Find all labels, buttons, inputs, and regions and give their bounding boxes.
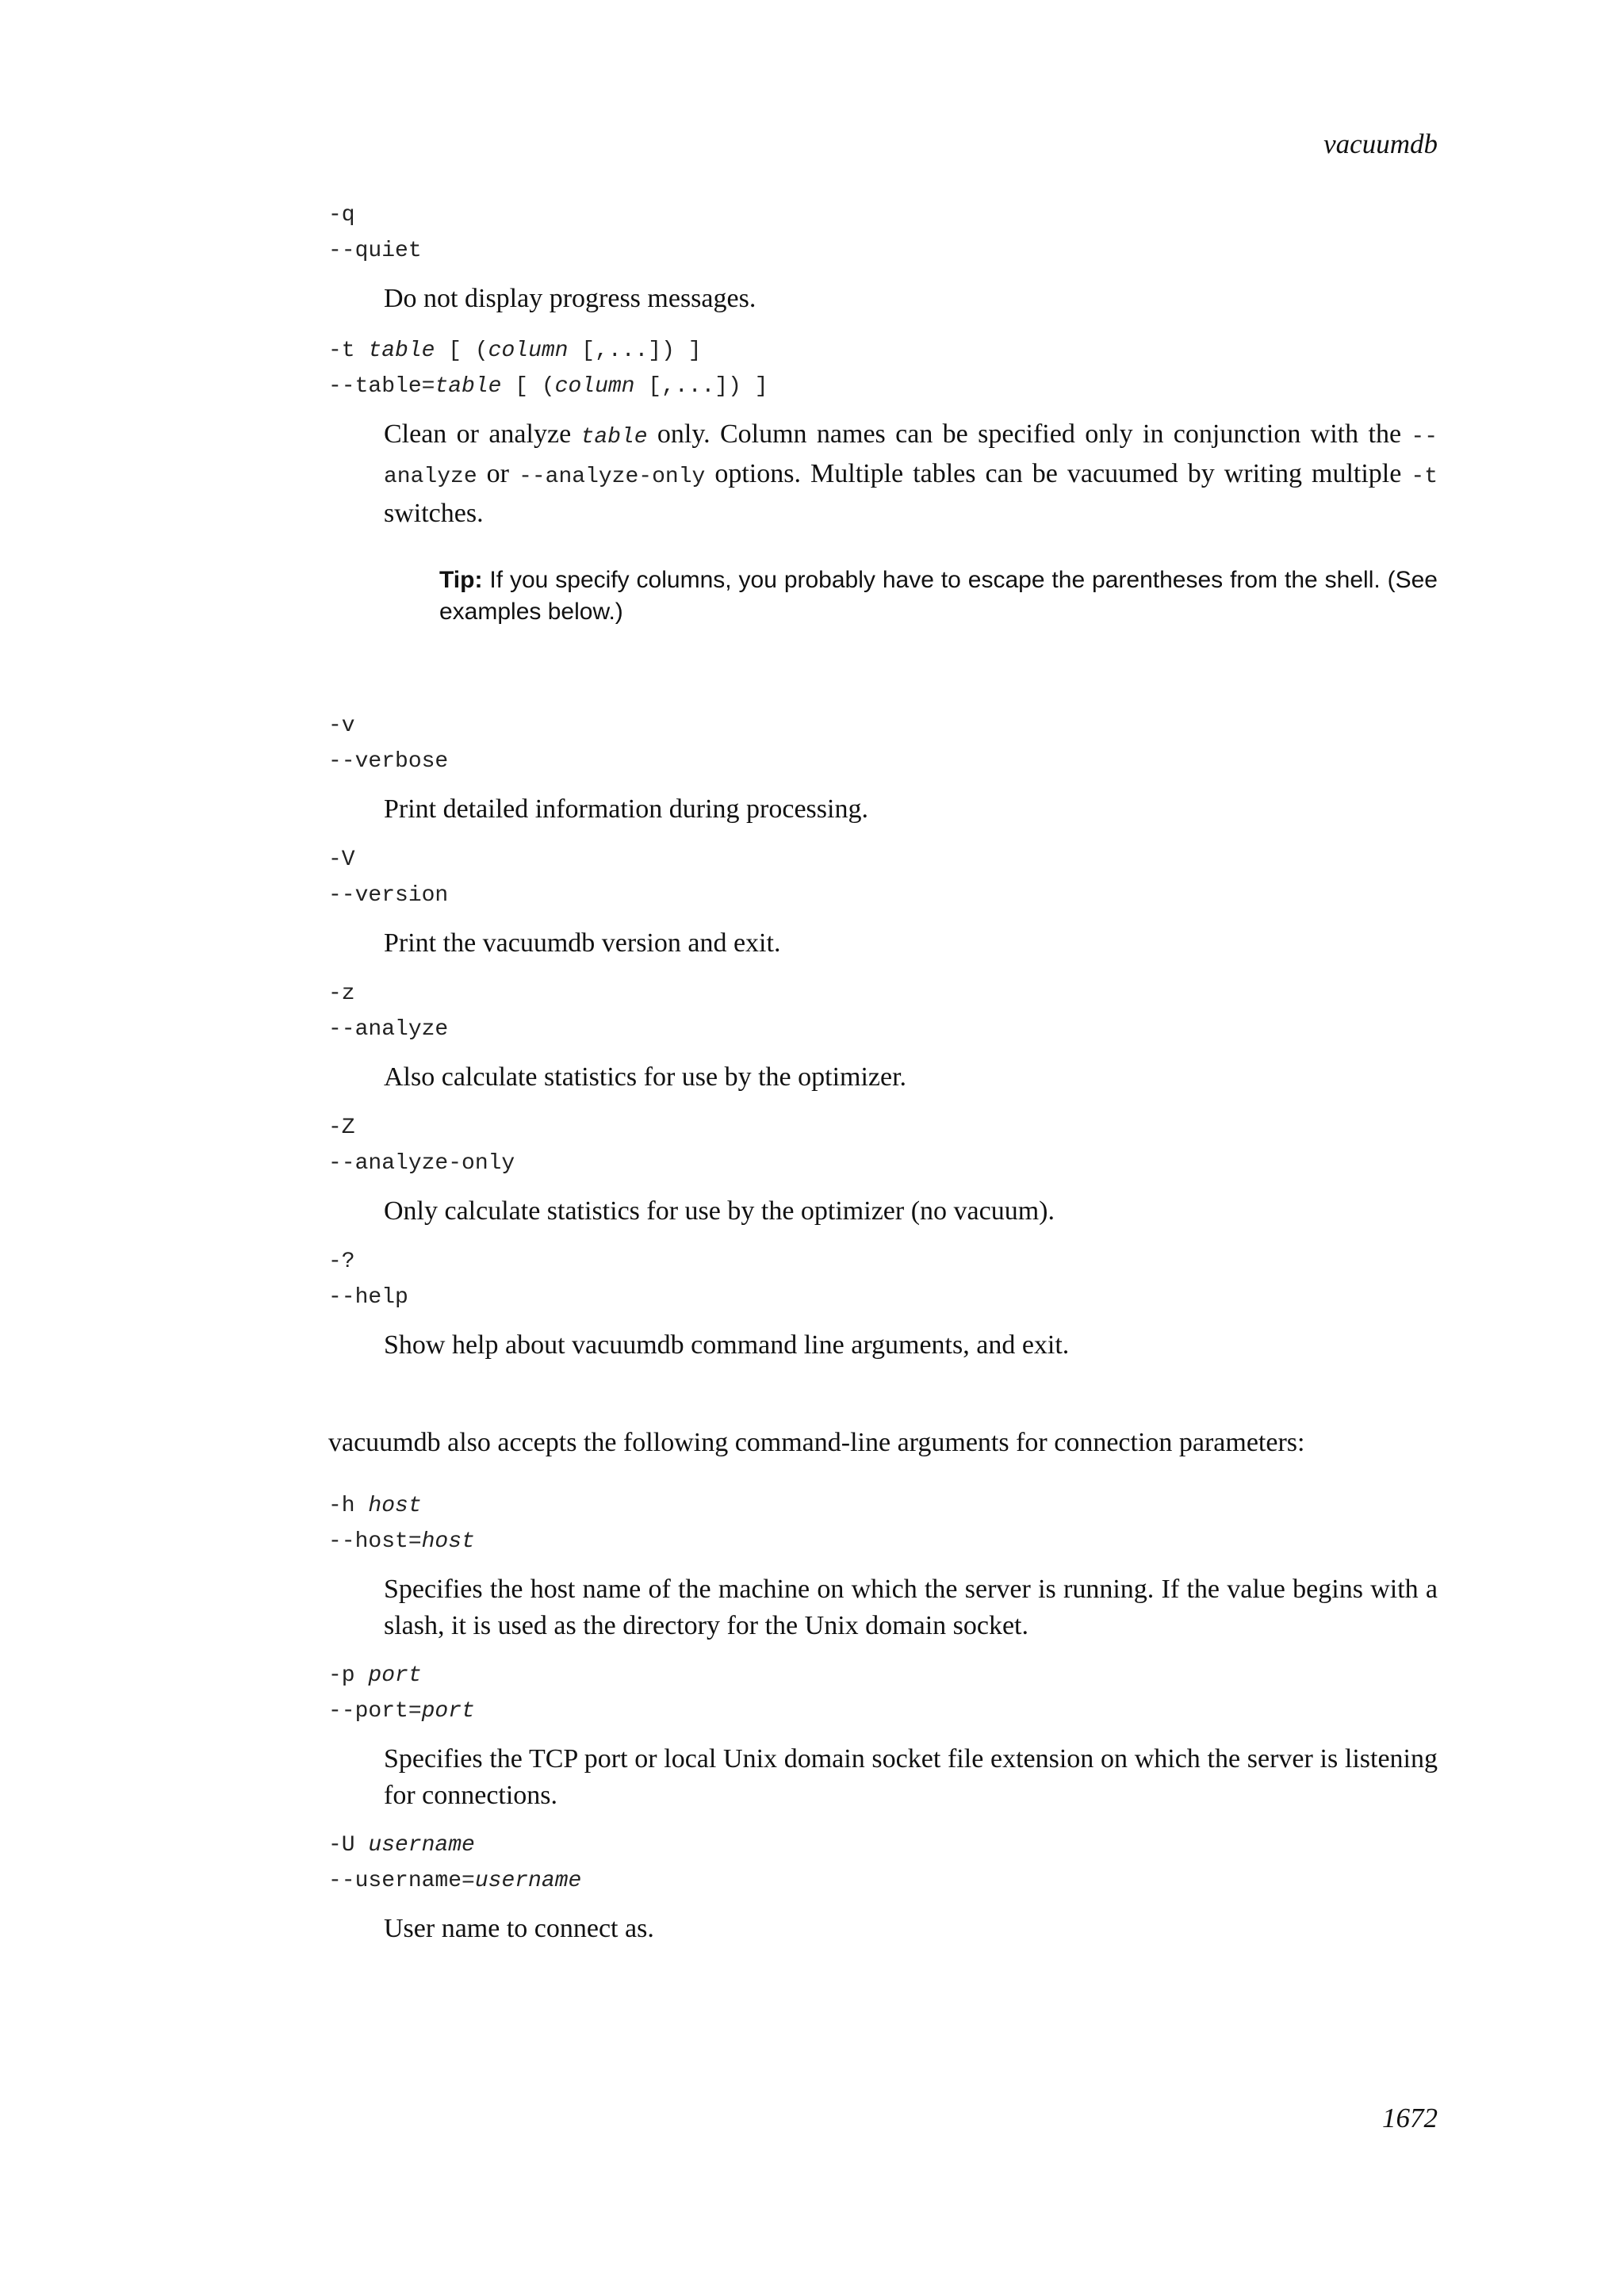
option-port-description: Specifies the TCP port or local Unix domain socket file extension on which the server is listening for connections.	[384, 1744, 1438, 1810]
option-help-long: --help	[328, 1285, 408, 1310]
text: only. Column names can be specified only in conjunction with the	[647, 419, 1411, 449]
option-quiet-description: Do not display progress messages.	[384, 284, 756, 313]
option-host-description: Specifies the host name of the machine on which the server is running. If the value begins with a slash, it is used as the directory for the Unix domain socket.	[384, 1575, 1438, 1640]
option-quiet-short: -q	[328, 203, 355, 228]
option-verbose-description: Print detailed information during processing.	[384, 794, 868, 824]
flag: --port=	[328, 1699, 422, 1724]
tip-text: If you specify columns, you probably have to escape the parentheses from the shell. (See examples below.)	[439, 567, 1438, 625]
placeholder-port: port	[421, 1699, 475, 1724]
option-port-short	[328, 1660, 422, 1692]
option-help-short: -?	[328, 1249, 355, 1274]
placeholder-username: username	[474, 1869, 582, 1893]
option-verbose-long: --verbose	[328, 749, 449, 774]
option-version-description: Print the vacuumdb version and exit.	[384, 928, 781, 958]
option-username-short	[328, 1830, 475, 1862]
placeholder-column: column	[554, 374, 635, 399]
option-host-long	[328, 1526, 475, 1558]
text: options. Multiple tables can be vacuumed by writing multiple	[705, 459, 1411, 488]
flag: --host=	[328, 1529, 422, 1554]
text: switches.	[384, 499, 484, 528]
text: or	[477, 459, 519, 488]
option-version-long: --version	[328, 883, 449, 908]
flag: -p	[328, 1663, 369, 1688]
option-analyze-short: -z	[328, 982, 355, 1006]
inline-code: --analyze	[384, 425, 1438, 489]
placeholder-host: host	[421, 1529, 475, 1554]
option-analyze-only-description: Only calculate statistics for use by the optimizer (no vacuum).	[384, 1196, 1055, 1226]
syntax: [ (	[501, 374, 555, 399]
option-table-short	[328, 335, 702, 367]
syntax: [,...]) ]	[634, 374, 768, 399]
placeholder-port: port	[368, 1663, 422, 1688]
option-table-long	[328, 371, 768, 403]
flag: -h	[328, 1494, 369, 1518]
inline-code: --analyze-only	[519, 465, 706, 489]
flag: --table=	[328, 374, 435, 399]
option-table-description	[384, 416, 1438, 532]
placeholder-username: username	[368, 1833, 475, 1858]
running-head: vacuumdb	[1323, 128, 1438, 159]
option-username-long	[328, 1866, 581, 1897]
option-version-short: -V	[328, 848, 355, 872]
syntax: [,...]) ]	[568, 339, 702, 363]
option-analyze-only-long: --analyze-only	[328, 1151, 515, 1176]
option-verbose-short: -v	[328, 714, 355, 738]
flag: --username=	[328, 1869, 475, 1893]
inline-code: -t	[1411, 465, 1438, 489]
tip-label: Tip:	[439, 567, 483, 593]
flag: -U	[328, 1833, 369, 1858]
syntax: [ (	[435, 339, 488, 363]
placeholder-host: host	[368, 1494, 422, 1518]
connection-intro: vacuumdb also accepts the following command-line arguments for connection parameters:	[328, 1428, 1305, 1457]
flag: -t	[328, 339, 369, 363]
option-help-description: Show help about vacuumdb command line arguments, and exit.	[384, 1330, 1070, 1360]
option-analyze-description: Also calculate statistics for use by the optimizer.	[384, 1062, 907, 1092]
option-port-long	[328, 1696, 475, 1728]
option-username-description: User name to connect as.	[384, 1914, 654, 1943]
page-number: 1672	[1382, 2103, 1438, 2133]
text: Clean or analyze	[384, 419, 581, 449]
placeholder-table: table	[368, 339, 435, 363]
placeholder-table: table	[435, 374, 502, 399]
option-analyze-only-short: -Z	[328, 1115, 355, 1140]
tip-note	[439, 564, 1438, 628]
option-analyze-long: --analyze	[328, 1017, 449, 1042]
option-quiet-long: --quiet	[328, 239, 422, 263]
option-host-short	[328, 1490, 422, 1522]
placeholder-column: column	[488, 339, 569, 363]
inline-code: table	[580, 425, 648, 450]
